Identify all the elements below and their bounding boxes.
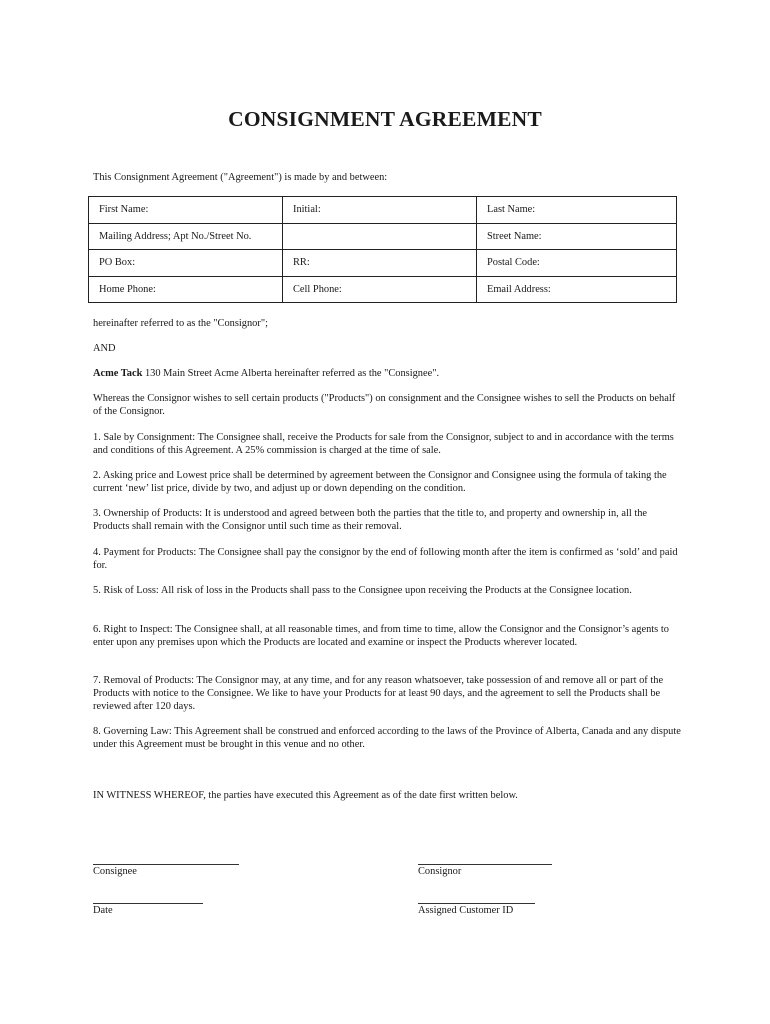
po-box-cell[interactable]: PO Box:	[89, 250, 283, 277]
consignor-info-table	[88, 196, 677, 303]
consignor-reference: hereinafter referred to as the "Consignor";	[93, 318, 268, 329]
consignee-line	[93, 368, 685, 381]
table-row	[89, 223, 677, 250]
clause-6: 6. Right to Inspect: The Consignee shall, at all reasonable times, and from time to time, allow the Consignor and the Consignor’s agents to enter upon any premises upon which the Products are located and examine or inspect the Products wherever located.	[93, 624, 669, 648]
whereas-paragraph: Whereas the Consignor wishes to sell certain products ("Products") on consignment and the Consignee wishes to sell the Products on behalf of the Consignor.	[93, 393, 676, 417]
consignee-name: Acme Tack	[93, 368, 143, 379]
table-row	[89, 250, 677, 277]
table-row	[89, 276, 677, 303]
clause-2: 2. Asking price and Lowest price shall be determined by agreement between the Consignor and Consignee using the formula of taking the current ‘new’ list price, divide by two, and adjust up or down depending on the condition.	[93, 470, 667, 494]
date-signature-line[interactable]	[93, 903, 203, 904]
customer-id-line[interactable]	[418, 903, 535, 904]
consignor-signature-line[interactable]	[418, 864, 552, 865]
table-row	[89, 197, 677, 224]
home-phone-cell[interactable]: Home Phone:	[89, 276, 283, 303]
postal-code-cell[interactable]: Postal Code:	[477, 250, 677, 277]
intro-text: This Consignment Agreement ("Agreement") is made by and between:	[93, 172, 388, 183]
rr-cell[interactable]: RR:	[283, 250, 477, 277]
clause-1: 1. Sale by Consignment: The Consignee shall, receive the Products for sale from the Consignor, subject to and in accordance with the terms and conditions of this Agreement. A 25% commission is charged at the time of sale.	[93, 432, 674, 456]
cell-phone-cell[interactable]: Cell Phone:	[283, 276, 477, 303]
email-address-cell[interactable]: Email Address:	[477, 276, 677, 303]
mailing-address-cell[interactable]: Mailing Address; Apt No./Street No.	[89, 223, 283, 250]
street-name-cell[interactable]: Street Name:	[477, 223, 677, 250]
consignee-signature-line[interactable]	[93, 864, 239, 865]
consignee-address: 130 Main Street Acme Alberta hereinafter referred as the "Consignee".	[142, 368, 440, 379]
clause-8: 8. Governing Law: This Agreement shall be construed and enforced according to the laws of the Province of Alberta, Canada and any dispute under this Agreement must be brought in this venue and no other.	[93, 726, 681, 750]
last-name-cell[interactable]: Last Name:	[477, 197, 677, 224]
customer-id-label: Assigned Customer ID	[418, 905, 514, 916]
and-text: AND	[93, 343, 116, 354]
consignee-label: Consignee	[93, 866, 137, 877]
witness-statement: IN WITNESS WHEREOF, the parties have executed this Agreement as of the date first written below.	[93, 790, 518, 801]
initial-cell[interactable]: Initial:	[283, 197, 477, 224]
clause-7: 7. Removal of Products: The Consignor may, at any time, and for any reason whatsoever, take possession of and remove all or part of the Products with notice to the Consignee. We like to have your Products for at least 90 days, and the agreement to sell the Products shall be reviewed after 120 days.	[93, 675, 664, 712]
first-name-cell[interactable]: First Name:	[89, 197, 283, 224]
mailing-address-value-cell[interactable]	[283, 223, 477, 250]
clause-4: 4. Payment for Products: The Consignee shall pay the consignor by the end of following month after the item is confirmed as ‘sold’ and paid for.	[93, 547, 678, 571]
document-title: CONSIGNMENT AGREEMENT	[228, 107, 542, 131]
date-label: Date	[93, 905, 113, 916]
consignor-label: Consignor	[418, 866, 462, 877]
clause-5: 5. Risk of Loss: All risk of loss in the Products shall pass to the Consignee upon receiving the Products at the Consignee location.	[93, 585, 632, 596]
clause-3: 3. Ownership of Products: It is understood and agreed between both the parties that the title to, and property and ownership in, all the Products shall remain with the Consignor until such time as their removal.	[93, 508, 648, 532]
